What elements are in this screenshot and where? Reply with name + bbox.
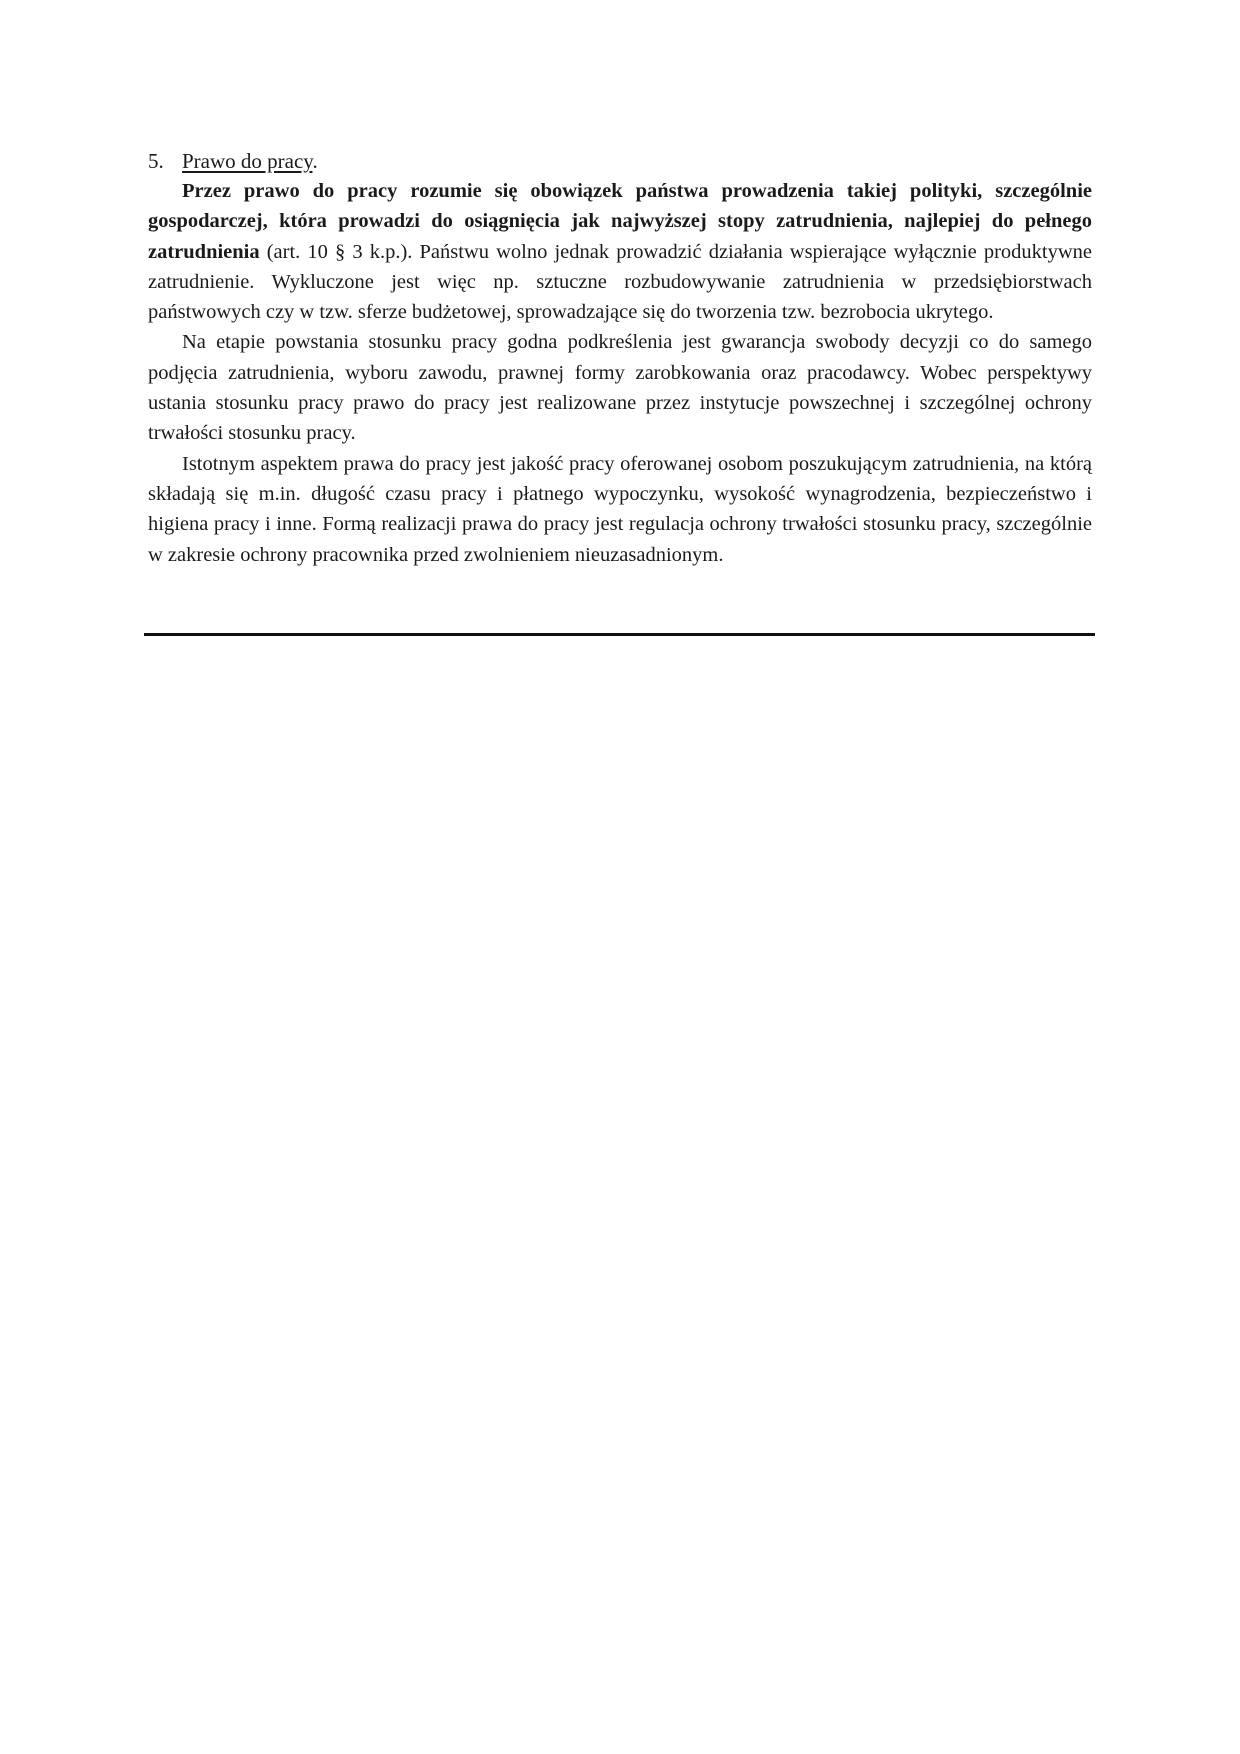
paragraph-1-definition: Przez prawo do pracy rozumie się obowiązek państwa prowadzenia takiej polityki, szczególnie gospodarczej, która prowadzi do osiągnięcia jak najwyższej stopy zatrudnienia, najlepiej do pełnego zatrudnienia bbox=[148, 180, 1092, 263]
section-title-period: . bbox=[312, 149, 318, 173]
paragraph-1 bbox=[148, 176, 1092, 327]
horizontal-divider bbox=[144, 633, 1095, 636]
section-heading bbox=[148, 146, 1092, 176]
paragraph-3: Istotnym aspektem prawa do pracy jest jakość pracy oferowanej osobom poszukującym zatrudnienia, na którą składają się m.in. długość czasu pracy i płatnego wypoczynku, wysokość wynagrodzenia, bezpieczeństwo i higiena pracy i inne. Formą realizacji prawa do pracy jest regulacja ochrony trwałości stosunku pracy, szczególnie w zakresie ochrony pracownika przed zwolnieniem nieuzasadnionym. bbox=[148, 452, 1092, 566]
document-page bbox=[148, 146, 1092, 570]
paragraph-1-body: (art. 10 § 3 k.p.). Państwu wolno jednak prowadzić działania wspierające wyłącznie produktywne zatrudnienie. Wykluczone jest więc np. sztuczne rozbudowywanie zatrudnienia w przedsiębiorstwach państwowych czy w tzw. sferze budżetowej, sprowadzające się do tworzenia tzw. bezrobocia ukrytego. bbox=[148, 240, 1092, 324]
paragraph-2: Na etapie powstania stosunku pracy godna podkreślenia jest gwarancja swobody decyzji co do samego podjęcia zatrudnienia, wyboru zawodu, prawnej formy zarobkowania oraz pracodawcy. Wobec perspektywy ustania stosunku pracy prawo do pracy jest realizowane przez instytucje powszechnej i szczególnej ochrony trwałości stosunku pracy. bbox=[148, 331, 1092, 445]
section-title: Prawo do pracy bbox=[182, 149, 313, 173]
section-number: 5. bbox=[148, 149, 164, 173]
